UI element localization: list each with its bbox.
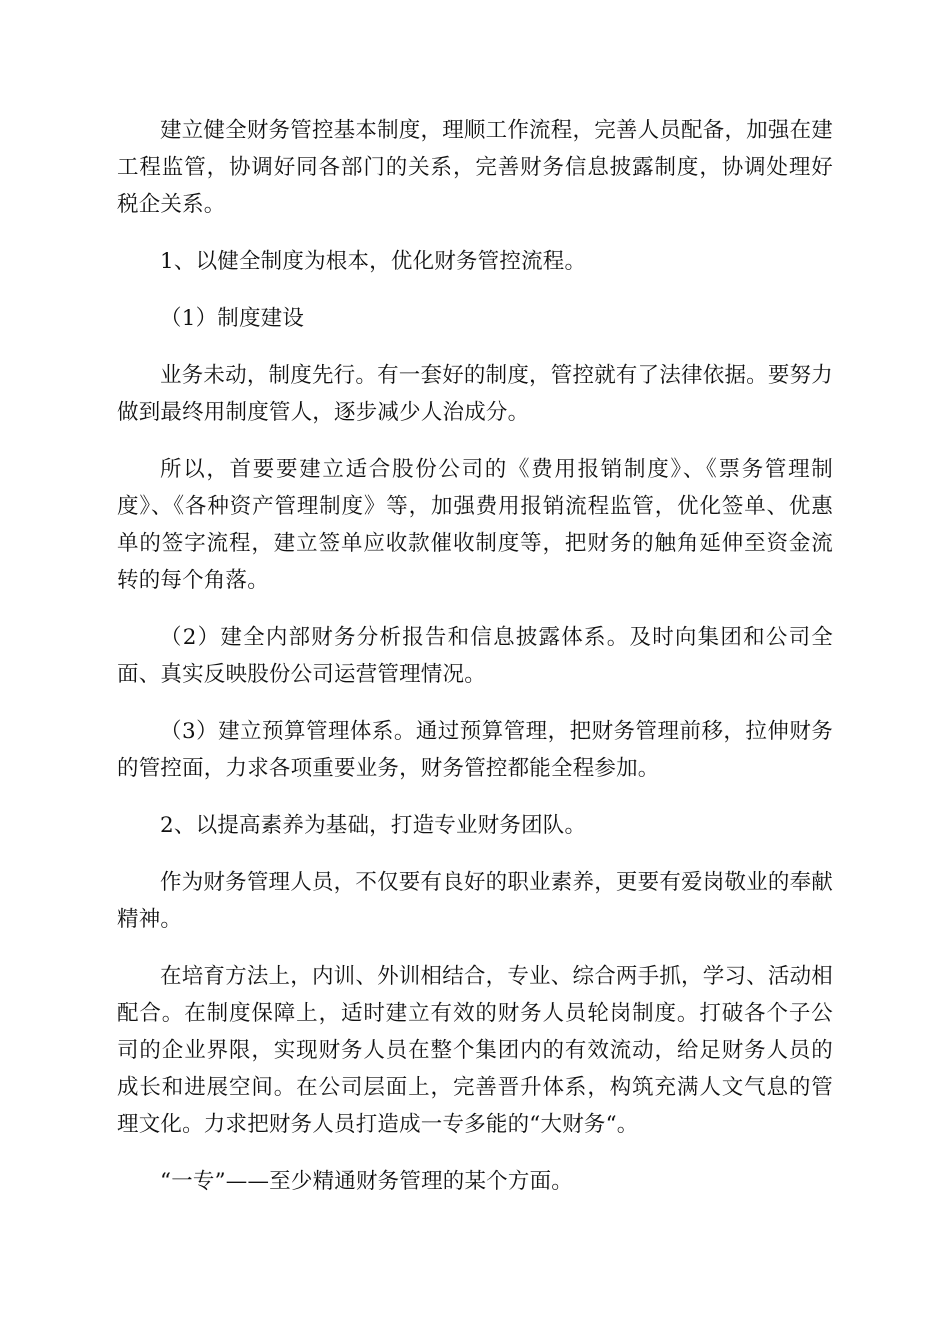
heading-section-1: 1、以健全制度为根本，优化财务管控流程。	[160, 249, 587, 274]
paragraph-professional-quality: 作为财务管理人员，不仅要有良好的职业素养，更要有爱岗敬业的奉献精神。	[117, 870, 833, 932]
document-page	[117, 112, 833, 1220]
paragraph-system-list: 所以，首要要建立适合股份公司的《费用报销制度》、《票务管理制度》、《各种资产管理制度》等，加强费用报销流程监管，优化签单、优惠单的签字流程，建立签单应收款催收制度等，把财务的触角延伸至资金流转的每个角落。	[117, 457, 833, 593]
paragraph-reporting-system: （2）建全内部财务分析报告和信息披露体系。及时向集团和公司全面、真实反映股份公司运营管理情况。	[117, 625, 833, 687]
paragraph-system-first: 业务未动，制度先行。有一套好的制度，管控就有了法律依据。要努力做到最终用制度管人，逐步减少人治成分。	[117, 363, 833, 425]
heading-section-2: 2、以提高素养为基础，打造专业财务团队。	[160, 813, 587, 838]
paragraph-budget-system: （3）建立预算管理体系。通过预算管理，把财务管理前移，拉伸财务的管控面，力求各项重要业务，财务管控都能全程参加。	[117, 719, 833, 781]
paragraph-one-specialty: “一专”——至少精通财务管理的某个方面。	[160, 1169, 573, 1194]
subheading-system-building: （1）制度建设	[160, 306, 305, 331]
paragraph-intro: 建立健全财务管控基本制度，理顺工作流程，完善人员配备，加强在建工程监管，协调好同各部门的关系，完善财务信息披露制度，协调处理好税企关系。	[117, 118, 833, 217]
paragraph-training-methods: 在培育方法上，内训、外训相结合，专业、综合两手抓，学习、活动相配合。在制度保障上，适时建立有效的财务人员轮岗制度。打破各个子公司的企业界限，实现财务人员在整个集团内的有效流动，给足财务人员的成长和进展空间。在公司层面上，完善晋升体系，构筑充满人文气息的管理文化。力求把财务人员打造成一专多能的“大财务“。	[117, 964, 833, 1137]
